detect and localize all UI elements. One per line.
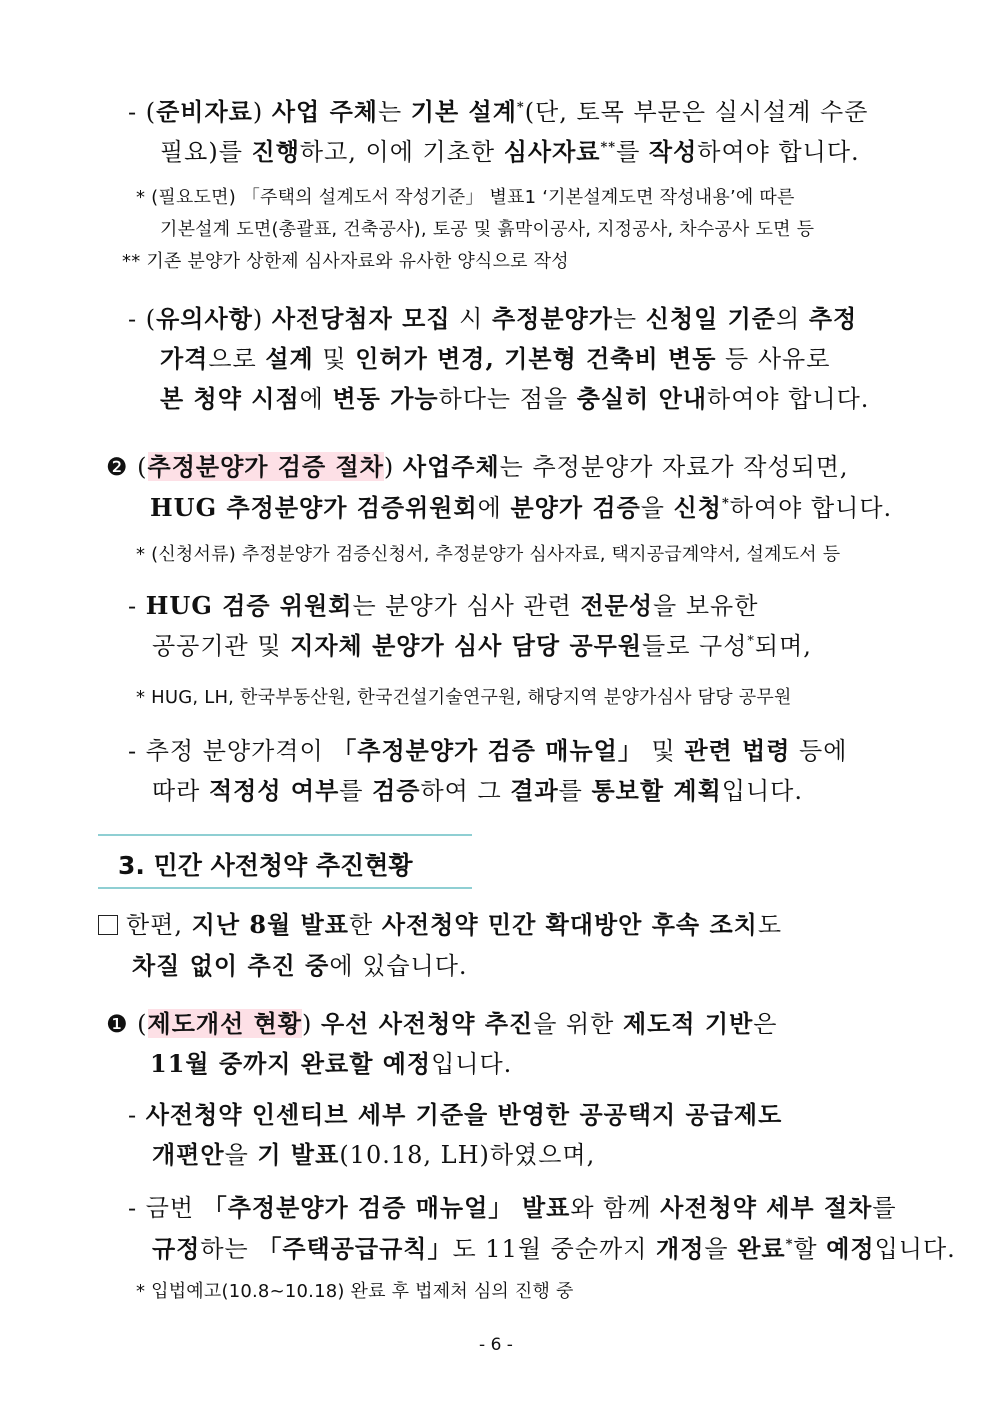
item2-line3: 본 청약 시점에 변동 가능하다는 점을 충실히 안내하여야 합니다.	[160, 384, 870, 413]
section-title: 3. 민간 사전청약 추진현황	[118, 851, 413, 880]
step2-line2: HUG 추정분양가 검증위원회에 분양가 검증을 신청*하여야 합니다.	[150, 493, 893, 522]
item1-note1: * (필요도면) 「주택의 설계도서 작성기준」 별표1 ‘기본설계도면 작성내용’에 따른	[136, 187, 795, 208]
item4-line2: 따라 적정성 여부를 검증하여 그 결과를 통보할 계획입니다.	[152, 776, 803, 805]
box-item-line2: 차질 없이 추진 중에 있습니다.	[132, 951, 468, 980]
step1-marker: ❶	[106, 1010, 129, 1038]
step1-line1: ❶ (제도개선 현황) 우선 사전청약 추진을 위한 제도적 기반은	[106, 1009, 778, 1038]
item1-line2: 필요)를 진행하고, 이에 기초한 심사자료**를 작성하여야 합니다.	[160, 137, 860, 166]
checkbox-icon	[98, 915, 118, 935]
item6-note1: * 입법예고(10.8~10.18) 완료 후 법제처 심의 진행 중	[136, 1281, 574, 1302]
item3-line1: - HUG 검증 위원회는 분양가 심사 관련 전문성을 보유한	[128, 591, 759, 620]
item6-line1: - 금번 「추정분양가 검증 매뉴얼」 발표와 함께 사전청약 세부 절차를	[128, 1193, 897, 1222]
step1-line2: 11월 중까지 완료할 예정입니다.	[150, 1049, 513, 1078]
step2-line1: ❷ (추정분양가 검증 절차) 사업주체는 추정분양가 자료가 작성되면,	[106, 452, 849, 481]
box-item-line1: 한편, 지난 8월 발표한 사전청약 민간 확대방안 후속 조치도	[98, 905, 782, 940]
item1-note3: ** 기존 분양가 상한제 심사자료와 유사한 양식으로 작성	[122, 251, 569, 272]
item1-line1: - (준비자료) 사업 주체는 기본 설계*(단, 토목 부문은 실시설계 수준	[128, 97, 869, 126]
page-number: - 6 -	[479, 1335, 513, 1355]
item5-line1: - 사전청약 인센티브 세부 기준을 반영한 공공택지 공급제도	[128, 1100, 783, 1129]
item1-note2: 기본설계 도면(총괄표, 건축공사), 토공 및 흙막이공사, 지정공사, 차수공사 도면 등	[160, 219, 815, 240]
item2-line1: - (유의사항) 사전당첨자 모집 시 추정분양가는 신청일 기준의 추정	[128, 304, 858, 333]
item2-line2: 가격으로 설계 및 인허가 변경, 기본형 건축비 변동 등 사유로	[160, 344, 831, 373]
item3-note1: * HUG, LH, 한국부동산원, 한국건설기술연구원, 해당지역 분양가심사 담당 공무원	[136, 687, 792, 708]
section-heading	[98, 834, 472, 889]
step2-note1: * (신청서류) 추정분양가 검증신청서, 추정분양가 심사자료, 택지공급계약서, 설계도서 등	[136, 544, 841, 565]
item5-line2: 개편안을 기 발표(10.18, LH)하였으며,	[152, 1140, 596, 1169]
item6-line2: 규정하는 「주택공급규칙」도 11월 중순까지 개정을 완료*할 예정입니다.	[152, 1234, 956, 1263]
step2-marker: ❷	[106, 453, 129, 481]
item4-line1: - 추정 분양가격이 「추정분양가 검증 매뉴얼」 및 관련 법령 등에	[128, 736, 848, 765]
item3-line2: 공공기관 및 지자체 분양가 심사 담당 공무원들로 구성*되며,	[152, 631, 812, 660]
